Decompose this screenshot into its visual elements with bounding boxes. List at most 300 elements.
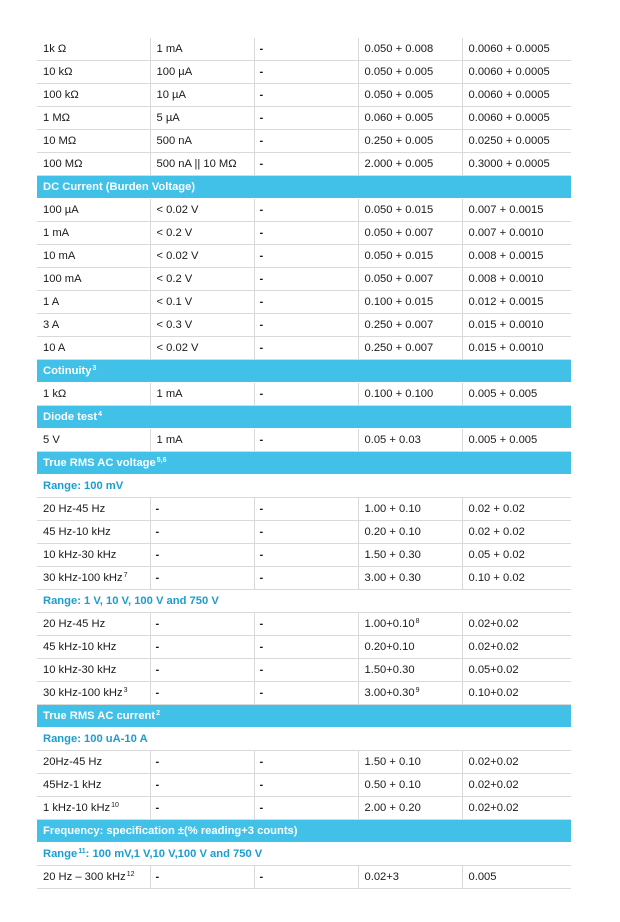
cell-input-col <box>254 613 358 636</box>
cell-text: - <box>259 871 264 883</box>
cell-text: 5 µA <box>156 112 180 124</box>
cell-text: 10 MΩ <box>43 135 77 147</box>
cell-accuracy-24h <box>358 866 462 889</box>
cell-text: 45Hz-1 kHz <box>43 779 102 791</box>
footnote-marker: 12 <box>126 871 135 878</box>
cell-text: 10 kHz-30 kHz <box>43 664 117 676</box>
cell-text: 1 kHz-10 kHz <box>43 802 111 814</box>
cell-temp-coefficient <box>462 130 571 153</box>
cell-test-current <box>150 199 254 222</box>
cell-accuracy-24h <box>358 314 462 337</box>
cell-text: - <box>259 342 264 354</box>
cell-test-current <box>150 245 254 268</box>
footnote-marker: 10 <box>111 802 119 809</box>
table-row <box>37 153 571 176</box>
cell-text: 100 µA <box>43 204 79 216</box>
cell-accuracy-24h <box>358 153 462 176</box>
table-row <box>37 797 571 820</box>
cell-range <box>37 429 150 452</box>
cell-temp-coefficient <box>462 797 571 820</box>
cell-input-col <box>254 774 358 797</box>
cell-temp-coefficient <box>462 314 571 337</box>
cell-accuracy-24h <box>358 774 462 797</box>
range-subheader <box>37 475 571 498</box>
cell-accuracy-24h <box>358 268 462 291</box>
table-row <box>37 314 571 337</box>
cell-accuracy-24h <box>358 682 462 705</box>
cell-accuracy-24h <box>358 567 462 590</box>
footnote-marker: 5,6 <box>156 457 167 464</box>
cell-accuracy-24h <box>358 61 462 84</box>
cell-test-current <box>150 222 254 245</box>
cell-text: - <box>155 802 160 814</box>
cell-test-current <box>150 383 254 406</box>
cell-text: 0.20 + 0.10 <box>364 526 421 538</box>
table-row <box>37 521 571 544</box>
cell-input-col <box>254 130 358 153</box>
cell-text: - <box>155 664 160 676</box>
cell-text: 30 kHz-100 kHz <box>43 572 123 584</box>
cell-text: 100 MΩ <box>43 158 83 170</box>
cell-test-current <box>150 153 254 176</box>
range-title <box>37 728 571 751</box>
footnote-marker: 3 <box>92 365 97 372</box>
cell-temp-coefficient <box>462 567 571 590</box>
cell-input-col <box>254 751 358 774</box>
cell-temp-coefficient <box>462 38 571 61</box>
cell-text: - <box>155 572 160 584</box>
cell-accuracy-24h <box>358 291 462 314</box>
cell-test-current <box>150 337 254 360</box>
cell-text: < 0.2 V <box>156 227 193 239</box>
cell-input-col <box>254 866 358 889</box>
cell-text: 0.005 <box>468 871 497 883</box>
heading-text: Range: 100 mV <box>43 480 124 492</box>
cell-temp-coefficient <box>462 107 571 130</box>
cell-text: - <box>259 43 264 55</box>
cell-text: 0.012 + 0.0015 <box>468 296 544 308</box>
cell-input-col <box>254 84 358 107</box>
cell-text: 100 µA <box>156 66 193 78</box>
cell-input-col <box>254 567 358 590</box>
cell-input-col <box>254 245 358 268</box>
table-row <box>37 337 571 360</box>
cell-input-col <box>254 544 358 567</box>
footnote-marker: 11 <box>78 848 86 855</box>
cell-input-col <box>254 107 358 130</box>
cell-text: 0.05+0.02 <box>468 664 519 676</box>
range-subheader <box>37 843 571 866</box>
cell-temp-coefficient <box>462 153 571 176</box>
cell-text: 0.100 + 0.015 <box>364 296 434 308</box>
cell-test-current <box>150 866 254 889</box>
cell-text: 0.050 + 0.005 <box>364 66 434 78</box>
cell-temp-coefficient <box>462 222 571 245</box>
table-row <box>37 107 571 130</box>
cell-accuracy-24h <box>358 429 462 452</box>
cell-text: 0.050 + 0.008 <box>364 43 434 55</box>
cell-text: 0.100 + 0.100 <box>364 388 434 400</box>
footnote-marker: 3 <box>123 687 128 694</box>
table-row <box>37 84 571 107</box>
cell-text: - <box>259 641 264 653</box>
heading-text: Diode test <box>43 411 98 423</box>
cell-input-col <box>254 429 358 452</box>
cell-temp-coefficient <box>462 429 571 452</box>
cell-temp-coefficient <box>462 245 571 268</box>
cell-text: 0.250 + 0.007 <box>364 342 434 354</box>
heading-text: True RMS AC current <box>43 710 156 722</box>
cell-text: 1 kΩ <box>43 388 67 400</box>
cell-text: 0.0060 + 0.0005 <box>468 66 550 78</box>
cell-text: - <box>155 779 160 791</box>
cell-temp-coefficient <box>462 544 571 567</box>
footnote-marker: 4 <box>98 411 102 418</box>
cell-input-col <box>254 291 358 314</box>
cell-test-current <box>150 774 254 797</box>
cell-temp-coefficient <box>462 498 571 521</box>
cell-input-col <box>254 222 358 245</box>
section-header <box>37 820 571 843</box>
cell-range <box>37 567 150 590</box>
cell-test-current <box>150 544 254 567</box>
section-header <box>37 360 571 383</box>
cell-accuracy-24h <box>358 636 462 659</box>
cell-input-col <box>254 199 358 222</box>
cell-test-current <box>150 314 254 337</box>
range-title <box>37 590 571 613</box>
cell-text: 2.000 + 0.005 <box>364 158 434 170</box>
cell-range <box>37 337 150 360</box>
range-subheader <box>37 590 571 613</box>
cell-accuracy-24h <box>358 544 462 567</box>
cell-test-current <box>150 498 254 521</box>
cell-temp-coefficient <box>462 268 571 291</box>
cell-text: 1 MΩ <box>43 112 71 124</box>
cell-text: 1.50+0.30 <box>364 664 415 676</box>
cell-text: 10 A <box>43 342 66 354</box>
cell-accuracy-24h <box>358 498 462 521</box>
cell-test-current <box>150 659 254 682</box>
cell-text: 0.005 + 0.005 <box>468 388 538 400</box>
cell-text: 0.0060 + 0.0005 <box>468 89 550 101</box>
cell-text: 1 mA <box>156 43 183 55</box>
table-row <box>37 866 571 889</box>
heading-text: Cotinuity <box>43 365 92 377</box>
cell-input-col <box>254 383 358 406</box>
spec-table-body <box>37 38 571 889</box>
cell-accuracy-24h <box>358 38 462 61</box>
table-row <box>37 429 571 452</box>
cell-text: < 0.02 V <box>156 250 199 262</box>
section-header <box>37 705 571 728</box>
cell-test-current <box>150 84 254 107</box>
cell-text: 100 mA <box>43 273 82 285</box>
cell-text: 10 kΩ <box>43 66 73 78</box>
spec-table-page <box>37 38 571 889</box>
cell-text: 0.050 + 0.007 <box>364 273 434 285</box>
cell-text: - <box>155 526 160 538</box>
cell-text: 45 kHz-10 kHz <box>43 641 117 653</box>
cell-text: - <box>259 204 264 216</box>
cell-text: - <box>259 273 264 285</box>
cell-text: - <box>155 687 160 699</box>
section-title <box>37 406 571 429</box>
cell-temp-coefficient <box>462 636 571 659</box>
table-row <box>37 268 571 291</box>
cell-text: - <box>259 756 264 768</box>
cell-test-current <box>150 130 254 153</box>
cell-temp-coefficient <box>462 682 571 705</box>
cell-text: - <box>259 526 264 538</box>
cell-text: - <box>259 434 264 446</box>
cell-test-current <box>150 682 254 705</box>
heading-text: DC Current (Burden Voltage) <box>43 181 196 193</box>
cell-text: - <box>259 779 264 791</box>
section-title <box>37 820 571 843</box>
cell-text: 3 A <box>43 319 60 331</box>
cell-text: 1.50 + 0.10 <box>364 756 421 768</box>
heading-text: Range: 1 V, 10 V, 100 V and 750 V <box>43 595 219 607</box>
cell-text: 0.0060 + 0.0005 <box>468 43 550 55</box>
section-title <box>37 452 571 475</box>
cell-accuracy-24h <box>358 130 462 153</box>
section-header <box>37 452 571 475</box>
cell-accuracy-24h <box>358 521 462 544</box>
cell-test-current <box>150 291 254 314</box>
cell-text: - <box>155 756 160 768</box>
cell-range <box>37 751 150 774</box>
cell-input-col <box>254 498 358 521</box>
table-row <box>37 383 571 406</box>
cell-text: 0.008 + 0.0015 <box>468 250 544 262</box>
cell-input-col <box>254 337 358 360</box>
cell-text: 0.50 + 0.10 <box>364 779 421 791</box>
cell-text: - <box>259 227 264 239</box>
cell-text: 0.007 + 0.0015 <box>468 204 544 216</box>
cell-test-current <box>150 636 254 659</box>
cell-text: 20 Hz-45 Hz <box>43 503 106 515</box>
cell-temp-coefficient <box>462 337 571 360</box>
table-row <box>37 61 571 84</box>
cell-temp-coefficient <box>462 521 571 544</box>
cell-text: - <box>259 112 264 124</box>
cell-text: < 0.02 V <box>156 204 199 216</box>
cell-range <box>37 797 150 820</box>
table-row <box>37 636 571 659</box>
cell-accuracy-24h <box>358 222 462 245</box>
cell-input-col <box>254 521 358 544</box>
cell-range <box>37 383 150 406</box>
cell-text: 500 nA || 10 MΩ <box>156 158 237 170</box>
cell-text: - <box>155 618 160 630</box>
cell-text: 0.015 + 0.0010 <box>468 342 544 354</box>
cell-input-col <box>254 38 358 61</box>
cell-text: 0.10 + 0.02 <box>468 572 525 584</box>
cell-text: 0.0060 + 0.0005 <box>468 112 550 124</box>
cell-temp-coefficient <box>462 866 571 889</box>
cell-test-current <box>150 521 254 544</box>
section-header <box>37 176 571 199</box>
cell-temp-coefficient <box>462 613 571 636</box>
cell-text: - <box>259 618 264 630</box>
cell-text: 2.00 + 0.20 <box>364 802 421 814</box>
cell-range <box>37 199 150 222</box>
cell-input-col <box>254 153 358 176</box>
cell-text: 0.05 + 0.03 <box>364 434 421 446</box>
cell-range <box>37 245 150 268</box>
table-row <box>37 245 571 268</box>
cell-text: 0.02+0.02 <box>468 779 519 791</box>
range-title <box>37 843 571 866</box>
heading-text: Range <box>43 848 78 860</box>
cell-range <box>37 291 150 314</box>
table-row <box>37 130 571 153</box>
cell-test-current <box>150 751 254 774</box>
cell-text: 0.050 + 0.005 <box>364 89 434 101</box>
cell-text: 10 mA <box>43 250 76 262</box>
table-row <box>37 222 571 245</box>
cell-text: 0.050 + 0.015 <box>364 204 434 216</box>
cell-temp-coefficient <box>462 199 571 222</box>
cell-text: 0.02+0.02 <box>468 756 519 768</box>
cell-text: < 0.1 V <box>156 296 193 308</box>
cell-test-current <box>150 797 254 820</box>
cell-text: - <box>259 388 264 400</box>
table-row <box>37 498 571 521</box>
cell-input-col <box>254 636 358 659</box>
table-row <box>37 682 571 705</box>
cell-range <box>37 682 150 705</box>
cell-text: 0.02+0.02 <box>468 802 519 814</box>
cell-text: 20Hz-45 Hz <box>43 756 103 768</box>
cell-text: - <box>259 135 264 147</box>
cell-accuracy-24h <box>358 751 462 774</box>
cell-range <box>37 153 150 176</box>
cell-accuracy-24h <box>358 107 462 130</box>
cell-text: - <box>259 158 264 170</box>
cell-range <box>37 268 150 291</box>
cell-text: 1.00+0.10 <box>364 618 415 630</box>
cell-input-col <box>254 61 358 84</box>
heading-text: Frequency: specification ±(% reading+3 counts) <box>43 825 298 837</box>
cell-test-current <box>150 107 254 130</box>
cell-range <box>37 61 150 84</box>
heading-text: True RMS AC voltage <box>43 457 156 469</box>
cell-range <box>37 314 150 337</box>
cell-text: - <box>259 503 264 515</box>
section-title <box>37 360 571 383</box>
table-row <box>37 659 571 682</box>
heading-text: Range: 100 uA-10 A <box>43 733 148 745</box>
cell-text: 20 Hz – 300 kHz <box>43 871 126 883</box>
cell-input-col <box>254 314 358 337</box>
section-title <box>37 176 571 199</box>
cell-text: - <box>155 641 160 653</box>
cell-accuracy-24h <box>358 84 462 107</box>
section-header <box>37 406 571 429</box>
cell-text: 3.00 + 0.30 <box>364 572 421 584</box>
cell-text: 30 kHz-100 kHz <box>43 687 123 699</box>
cell-accuracy-24h <box>358 199 462 222</box>
cell-input-col <box>254 268 358 291</box>
table-row <box>37 751 571 774</box>
cell-text: 1.50 + 0.30 <box>364 549 421 561</box>
cell-temp-coefficient <box>462 291 571 314</box>
table-row <box>37 199 571 222</box>
table-row <box>37 38 571 61</box>
table-row <box>37 291 571 314</box>
cell-range <box>37 866 150 889</box>
cell-range <box>37 38 150 61</box>
cell-text: 10 kHz-30 kHz <box>43 549 117 561</box>
cell-test-current <box>150 567 254 590</box>
cell-text: 0.060 + 0.005 <box>364 112 434 124</box>
cell-range <box>37 636 150 659</box>
cell-text: 20 Hz-45 Hz <box>43 618 106 630</box>
heading-text-suffix: : 100 mV,1 V,10 V,100 V and 750 V <box>85 848 263 860</box>
cell-range <box>37 521 150 544</box>
cell-text: - <box>259 296 264 308</box>
cell-text: 0.005 + 0.005 <box>468 434 538 446</box>
cell-accuracy-24h <box>358 383 462 406</box>
cell-text: 0.050 + 0.015 <box>364 250 434 262</box>
cell-text: 1 mA <box>156 434 183 446</box>
cell-accuracy-24h <box>358 659 462 682</box>
cell-test-current <box>150 613 254 636</box>
table-row <box>37 613 571 636</box>
cell-text: 45 Hz-10 kHz <box>43 526 111 538</box>
cell-text: 0.0250 + 0.0005 <box>468 135 550 147</box>
footnote-marker: 2 <box>156 710 161 717</box>
cell-text: 1.00 + 0.10 <box>364 503 421 515</box>
cell-text: 0.20+0.10 <box>364 641 415 653</box>
cell-input-col <box>254 659 358 682</box>
cell-input-col <box>254 797 358 820</box>
cell-text: 0.02+0.02 <box>468 618 519 630</box>
cell-text: - <box>259 89 264 101</box>
cell-temp-coefficient <box>462 84 571 107</box>
cell-text: 0.007 + 0.0010 <box>468 227 544 239</box>
cell-text: - <box>259 664 264 676</box>
table-row <box>37 774 571 797</box>
cell-text: < 0.2 V <box>156 273 193 285</box>
cell-text: - <box>155 503 160 515</box>
cell-text: < 0.3 V <box>156 319 193 331</box>
cell-text: - <box>259 66 264 78</box>
cell-text: 1k Ω <box>43 43 67 55</box>
cell-text: 0.250 + 0.007 <box>364 319 434 331</box>
cell-text: 0.250 + 0.005 <box>364 135 434 147</box>
cell-range <box>37 130 150 153</box>
cell-range <box>37 774 150 797</box>
cell-range <box>37 498 150 521</box>
cell-test-current <box>150 61 254 84</box>
cell-text: - <box>259 687 264 699</box>
cell-range <box>37 107 150 130</box>
range-title <box>37 475 571 498</box>
cell-text: 0.050 + 0.007 <box>364 227 434 239</box>
cell-text: 3.00+0.30 <box>364 687 415 699</box>
cell-temp-coefficient <box>462 774 571 797</box>
cell-temp-coefficient <box>462 659 571 682</box>
cell-text: 0.02+0.02 <box>468 641 519 653</box>
cell-text: 0.10+0.02 <box>468 687 519 699</box>
cell-temp-coefficient <box>462 751 571 774</box>
cell-range <box>37 222 150 245</box>
cell-text: - <box>259 250 264 262</box>
spec-table <box>37 38 571 889</box>
